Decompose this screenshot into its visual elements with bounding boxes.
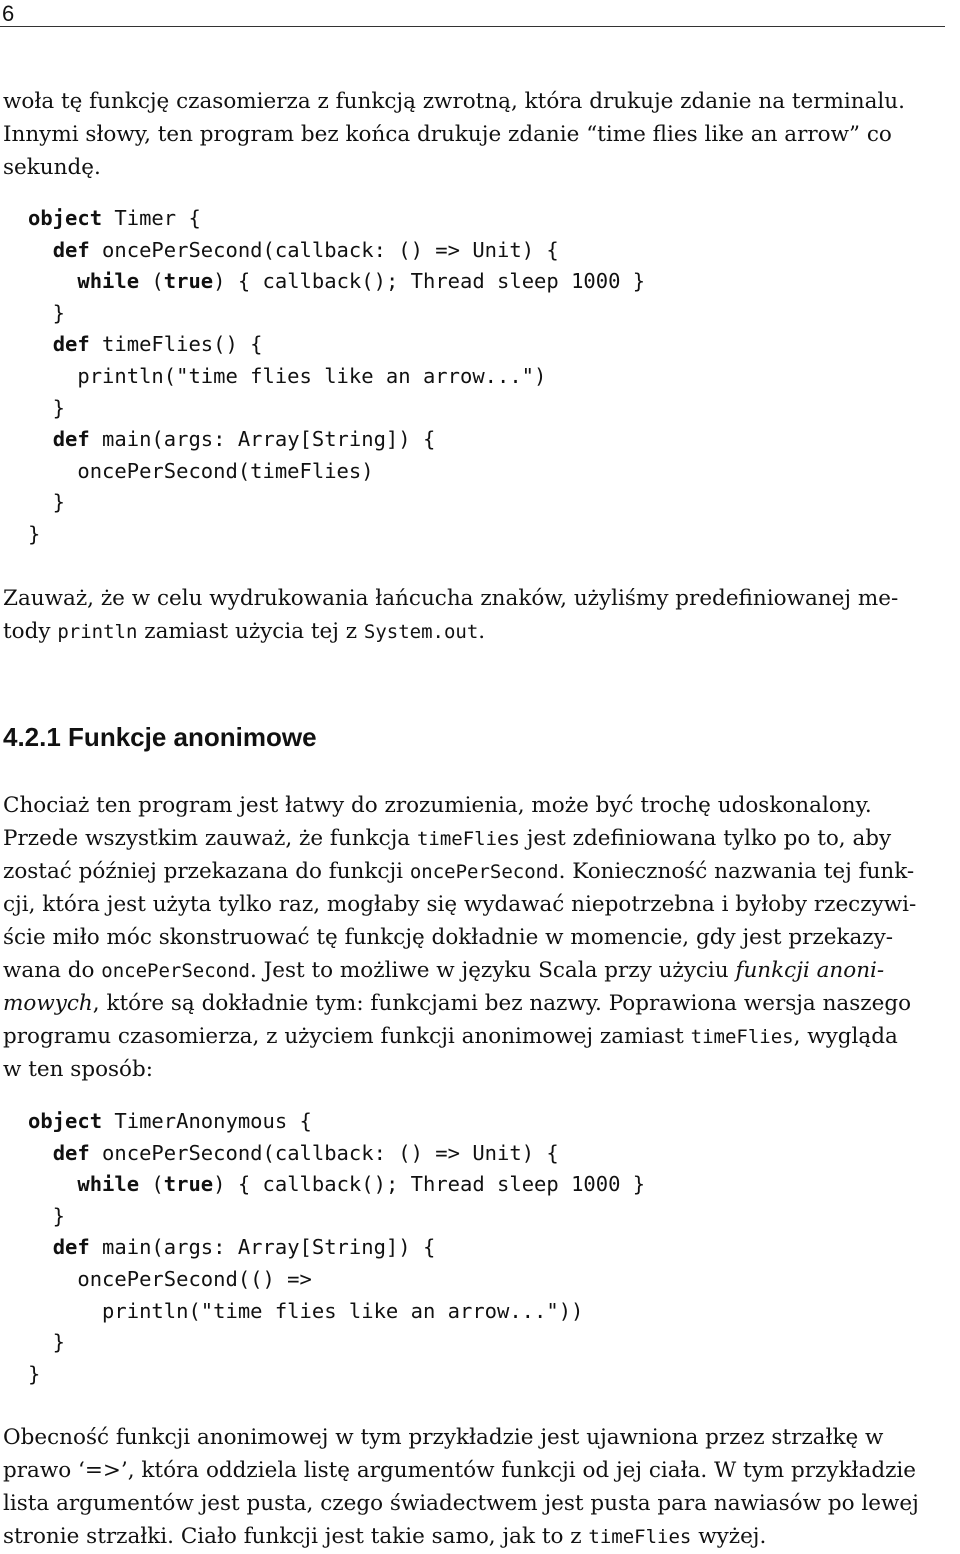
text-line [3, 988, 911, 1020]
inline-code: timeFlies [416, 828, 520, 850]
code-text: println("time flies like an arrow...") [28, 363, 547, 388]
code-text: oncePerSecond(timeFlies) [28, 458, 374, 483]
text-line: lista argumentów jest pusta, czego świadectwem jest pusta para nawiasów po lewej [3, 1491, 919, 1516]
code-block-timer [28, 203, 645, 551]
code-text: ( [139, 269, 164, 294]
header-rule [0, 26, 945, 27]
text-span: wana do [3, 958, 102, 983]
code-keyword: object [28, 1109, 103, 1133]
text-line [3, 856, 914, 888]
code-keyword: true [163, 269, 214, 294]
inline-code: System.out [363, 621, 479, 643]
text-line: cji, która jest użyta tylko raz, mogłaby się wydawać niepotrzebna i byłoby rzeczywi- [3, 892, 917, 917]
code-text: } [28, 1361, 41, 1386]
code-keyword: while [77, 1172, 140, 1197]
code-text: Timer { [102, 206, 201, 230]
emphasis: funkcji anoni- [735, 958, 885, 983]
code-block-timer-anonymous [28, 1106, 645, 1390]
text-line [3, 1521, 766, 1553]
text-line: sekundę. [3, 155, 101, 180]
text-line [3, 955, 884, 987]
text-span: jest zdefiniowana tylko po to, aby [519, 826, 892, 851]
code-keyword: def [52, 237, 90, 262]
code-text: oncePerSecond(() => [28, 1266, 312, 1291]
text-span: tody [3, 619, 58, 644]
inline-code: println [57, 621, 138, 643]
code-text: } [28, 395, 66, 420]
text-span: , wygląda [793, 1024, 898, 1049]
code-keyword: object [28, 206, 103, 230]
code-text: main(args: Array[String]) { [89, 427, 436, 452]
text-line: Innymi słowy, ten program bez końca drukuje zdanie “time flies like an arrow” co [3, 122, 892, 147]
text-span: . Konieczność nazwania tej funk- [558, 859, 915, 884]
inline-code: timeFlies [690, 1026, 794, 1048]
text-line: Chociaż ten program jest łatwy do zrozumienia, może być trochę udoskonalony. [3, 793, 872, 818]
text-line: ście miło móc skonstruować tę funkcję dokładnie w momencie, gdy jest przekazy- [3, 925, 894, 950]
code-keyword: while [77, 269, 140, 294]
code-text: ) { callback(); Thread sleep 1000 } [213, 269, 646, 294]
code-text: oncePerSecond(callback: () => Unit) { [89, 1140, 559, 1165]
code-text: TimerAnonymous { [102, 1109, 312, 1133]
code-text: } [28, 1330, 66, 1355]
text-span: zostać później przekazana do funkcji [3, 859, 410, 884]
text-line: woła tę funkcję czasomierza z funkcją zwrotną, która drukuje zdanie na terminalu. [3, 89, 905, 114]
code-text: } [28, 521, 41, 546]
code-text: main(args: Array[String]) { [89, 1235, 436, 1260]
code-text: ) { callback(); Thread sleep 1000 } [213, 1172, 646, 1197]
inline-code: timeFlies [588, 1526, 692, 1548]
text-span: stronie strzałki. Ciało funkcji jest takie samo, jak to z [3, 1524, 589, 1549]
text-span: . [478, 619, 486, 644]
text-span: , które są dokładnie tym: funkcjami bez nazwy. Poprawiona wersja naszego [92, 991, 912, 1016]
text-span: wyżej. [691, 1524, 767, 1549]
code-text: println("time flies like an arrow...")) [28, 1298, 584, 1323]
code-text: oncePerSecond(callback: () => Unit) { [89, 237, 559, 262]
page-number: 6 [2, 1, 15, 26]
inline-code: oncePerSecond [101, 960, 250, 982]
code-keyword: def [52, 1140, 90, 1165]
text-line: prawo ‘=>’, która oddziela listę argumentów funkcji od jej ciała. W tym przykładzie [3, 1458, 917, 1483]
text-line [3, 823, 891, 855]
text-line [3, 616, 485, 648]
text-line: Obecność funkcji anonimowej w tym przykładzie jest ujawniona przez strzałkę w [3, 1425, 884, 1450]
code-keyword: def [52, 332, 90, 357]
code-keyword: def [52, 1235, 90, 1260]
text-line [3, 1021, 898, 1053]
code-keyword: def [52, 427, 90, 452]
emphasis: mowych [3, 991, 93, 1016]
text-span: zamiast użycia tej z [137, 619, 364, 644]
code-keyword: true [163, 1172, 214, 1197]
code-text: } [28, 1203, 66, 1228]
text-span: programu czasomierza, z użyciem funkcji anonimowej zamiast [3, 1024, 691, 1049]
code-text: } [28, 490, 66, 515]
text-span: . Jest to możliwe w języku Scala przy użyciu [249, 958, 736, 983]
inline-code: oncePerSecond [409, 861, 559, 883]
text-line: w ten sposób: [3, 1057, 154, 1082]
text-span: Przede wszystkim zauważ, że funkcja [3, 826, 417, 851]
code-text: timeFlies() { [89, 332, 263, 357]
text-line: Zauważ, że w celu wydrukowania łańcucha znaków, użyliśmy predefiniowanej me- [3, 586, 899, 611]
section-heading: 4.2.1 Funkcje anonimowe [3, 722, 317, 752]
code-text: ( [139, 1172, 164, 1197]
code-text: } [28, 300, 66, 325]
